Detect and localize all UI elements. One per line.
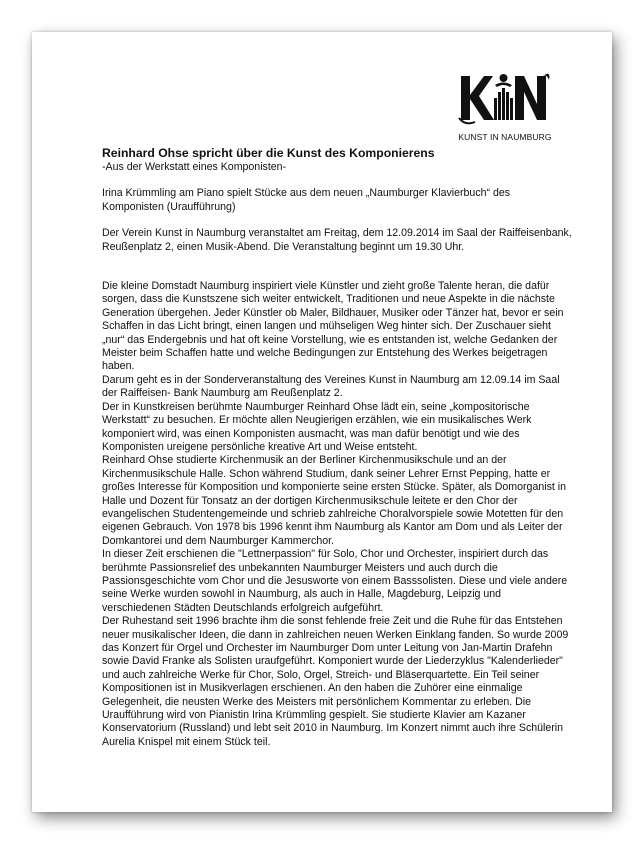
body-paragraph: Der Ruhestand seit 1996 brachte ihm die sonst fehlende freie Zeit und die Ruhe für das Entstehen neuer musikalischer Ideen, die dann in zahlreichen neuen Werken Einklang fanden. So wurde 2009 das Konzert für Orgel und Orchester im Naumburger Dom unter Leitung von Jan-Martin Drafehn sowie David Franke als Solisten uraufgeführt. Komponiert wurde der Liederzyklus "Kalenderlieder" und auch zahlreiche Werke für Chor, Solo, Orgel, Streich- und Bläserquartette. Ein Teil seiner Kompositionen ist in Musikverlagen erschienen. An den haben die Zuhörer eine einmalige Gelegenheit, die neusten Werke des Meisters mit persönlichem Kommentar zu erleben. Die Uraufführung wird von Pianistin Irina Krümmling gespielt. Sie studierte Klavier am Kazaner Konservatorium (Russland) und lebt seit 2010 in Naumburg. Im Konzert nimmt auch ihre Schülerin Aurelia Knispel mit einem Stück teil. [102, 615, 569, 748]
intro-paragraph-2: Der Verein Kunst in Naumburg veranstaltet am Freitag, dem 12.09.2014 im Saal der Raiffeisenbank, Reußenplatz 2, einen Musik-Abend. Die Veranstaltung beginnt um 19.30 Uhr. [102, 227, 572, 253]
logo-caption: KUNST IN NAUMBURG [458, 132, 552, 142]
article-subtitle: -Aus der Werkstatt eines Komponisten- [102, 161, 287, 173]
body-paragraph: In dieser Zeit erschienen die "Lettnerpassion" für Solo, Chor und Orchester, inspiriert durch das berühmte Passionsrelief des unbekannten Naumburger Meisters und auch durch die Passionsgeschichte vom Chor und die Jesusworte von einem Basssolisten. Diese und viele andere seine Werke wurden sowohl in Naumburg, als auch in Halle, Magdeburg, Leipzig und verschiedenen Städten Deutschlands erfolgreich aufgeführt. [102, 548, 568, 614]
body-paragraph: Darum geht es in der Sonderveranstaltung des Vereines Kunst in Naumburg am 12.09.14 im Saal der Raiffeisen- Bank Naumburg am Reußenplatz 2. [102, 373, 560, 400]
body-paragraph: Die kleine Domstadt Naumburg inspiriert viele Künstler und zieht große Talente heran, die dafür sorgen, dass die Kunstszene sich weiter entwickelt, Traditionen und neue Aspekte in die nächste Generation übergehen. Jeder Künstler ob Maler, Bildhauer, Musiker oder Tänzer hat, bevor er sein Schaffen in das Licht bringt, einen langen und mühseligen Weg hinter sich. Der Zuschauer sieht „nur“ das Endergebnis und hat oft keine Vorstellung, wie es entstanden ist, welche Gedanken der Meister beim Schaffen hatte und welche Bedingungen zur Entstehung des Werkes beigetragen haben. [102, 280, 564, 373]
article [102, 146, 572, 749]
body-paragraph: Der in Kunstkreisen berühmte Naumburger Reinhard Ohse lädt ein, seine „kompositorische Werkstatt“ zu besuchen. Er möchte allen Neugierigen erzählen, wie ein musikalisches Werk komponiert wird, was einen Komponisten ausmacht, was man dafür benötigt und wie des Komponisten ureigene persönliche kreative Art und Weise entsteht. [102, 400, 532, 453]
intro-paragraph-1: Irina Krümmling am Piano spielt Stücke aus dem neuen „Naumburger Klavierbuch“ des Komponisten (Uraufführung) [102, 187, 511, 213]
body-paragraph: Reinhard Ohse studierte Kirchenmusik an der Berliner Kirchenmusikschule und an der Kirchenmusikschule Halle. Schon während Studium, dank seiner Lehrer Ernst Pepping, hatte er großes Interesse für Komposition und komponierte seine ersten Stücke. Später, als Domorganist in Halle und Dozent für Tonsatz an der dortigen Kirchenmusikschule leitete er den Chor der evangelischen Studentengemeinde und schrieb zahlreiche Choralvorspiele sowie Motetten für den eigenen Gebrauch. Von 1978 bis 1996 kennt ihm Naumburg als Kantor am Dom und als Leiter der Domkantorei und dem Naumburger Kammerchor. [102, 454, 567, 547]
article-title: Reinhard Ohse spricht über die Kunst des Komponierens [102, 146, 435, 160]
kin-logo-mark-icon [457, 68, 553, 130]
document-page [32, 32, 612, 812]
kin-logo [450, 68, 560, 150]
